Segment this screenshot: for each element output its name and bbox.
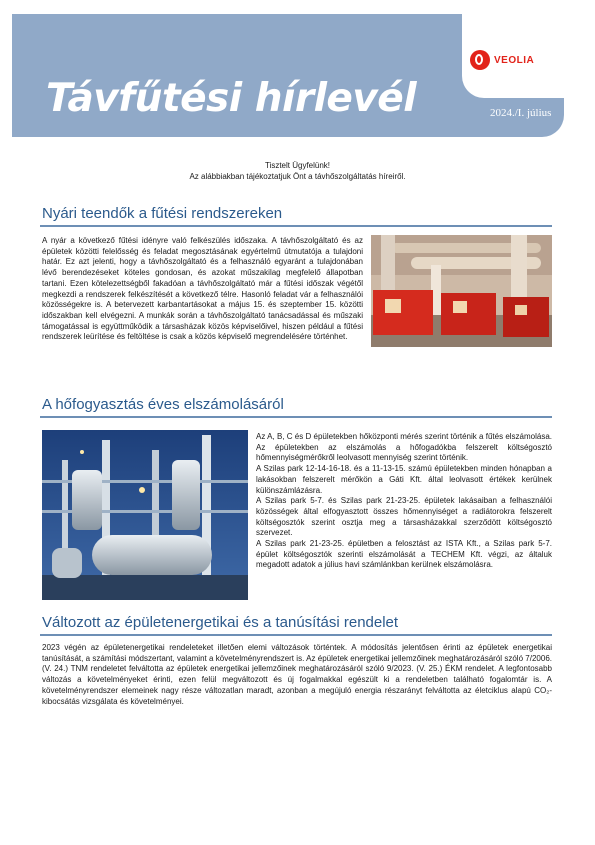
paragraph: A Szilas park 21-23-25. épületben a felosztást az ISTA Kft., a Szilas park 5-7. épület költségosztók szerinti elszámolását a TECHEM Kft. végzi, az általuk megadott adatok a július havi számlánkban kerülnek elszámolásra. bbox=[256, 539, 552, 570]
paragraph: 2023 végén az épületenergetikai rendeleteket illetően elemi változások történtek. A módosítás jelentősen érinti az épületek energetikai tanúsítását, a számítási módszertant, valamint a követelményrendszert is. Az épületek energetikai jellemzőinek meghatározásáról szóló 7/2006. (V. 24.) TNM rendeletet felváltotta az épületek energetikai jellemzőinek meghatározásáról szóló 9/2023. (V. 25.) ÉKM rendelet. A legfontosabb változás a követelményeket érinti, ezen felül megváltozott és új fogalmakkal egészült ki a rendeletben található fogalomtár is. A követelményrendszer elemeinek nagy része változatlan maradt, azonban a megújuló energia részarányt felváltotta az életciklus alapú CO₂-kibocsátás vizsgálata és követelményei. bbox=[42, 643, 552, 706]
section-body-billing bbox=[256, 432, 552, 571]
paragraph: A nyár a következő fűtési idényre való felkészülés időszaka. A távhőszolgáltató és az épületek közötti felelősség és feladat megosztásának egyértelmű útmutatója a tulajdoni határ. Ez azt jelenti, hogy a távhőszolgáltató és a felhasználó egyaránt a tulajdonában lévő berendezéseket köteles gondosan, és azokat műszakilag megfelelő állapotban tartani. Ezen kötelezettségből fakadóan a távhőszolgáltató már a fűtési időszak végétől megkezdi a rendszerek felkészítését a következő télre. Hasonló feladat vár a felhasználói közösségekre is. A betervezett karbantartásokat a május 15. és szeptember 15. közötti időszakban kell elvégezni. A munkák során a távhőszolgáltató tanácsadással és műszaki támogatással is együttműködik a társasházak közös képviselőivel, hiszen például a fűtési rendszerek leürítése és feltöltése is csak a közös képviselő megrendelésére történhet. bbox=[42, 236, 363, 342]
paragraph: A Szilas park 5-7. és Szilas park 21-23-25. épületek lakásaiban a felhasználói közösségek által elfogyasztott összes hőmennyiséget a radiátorokra felszerelt költségosztók szerint osztja meg a társasházakkal szerződött költségosztó szervezet. bbox=[256, 496, 552, 538]
section-title-regulation: Változott az épületenergetikai és a tanúsítási rendelet bbox=[42, 614, 399, 631]
section-divider bbox=[40, 416, 552, 418]
paragraph: Az A, B, C és D épületekben hőközponti mérés szerint történik a fűtés elszámolása. Az épületekben az elszámolás a hőfogadókba felszerelt költségosztó hőmennyiségmérőkről leolvasott mennyiség szerint történik. bbox=[256, 432, 552, 463]
section-body-summer bbox=[42, 236, 363, 343]
issue-date: 2024./I. július bbox=[490, 107, 552, 119]
heating-plant-photo bbox=[42, 430, 248, 600]
logo-text: VEOLIA bbox=[494, 54, 535, 66]
section-title-billing: A hőfogyasztás éves elszámolásáról bbox=[42, 396, 284, 413]
section-divider bbox=[40, 634, 552, 636]
section-body-regulation bbox=[42, 643, 552, 707]
paragraph: A Szilas park 12-14-16-18. és a 11-13-15. számú épületekben minden hónapban a lakásokban felszerelt mérőkön a Gáti Kft. által leolvasott értékek kerülnek különszámlázásra. bbox=[256, 464, 552, 495]
section-divider bbox=[40, 225, 552, 227]
boiler-room-photo bbox=[371, 235, 552, 347]
greeting-salutation: Tisztelt Ügyfelünk! bbox=[264, 161, 331, 170]
greeting-intro: Az alábbiakban tájékoztatjuk Önt a távhőszolgáltatás híreiről. bbox=[189, 172, 406, 181]
newsletter-title: Távfűtési hírlevél bbox=[46, 76, 417, 121]
greeting bbox=[0, 160, 595, 182]
section-title-summer: Nyári teendők a fűtési rendszereken bbox=[42, 205, 283, 222]
veolia-logo bbox=[470, 50, 534, 70]
veolia-logo-icon bbox=[470, 50, 490, 70]
logo-box bbox=[462, 0, 577, 98]
